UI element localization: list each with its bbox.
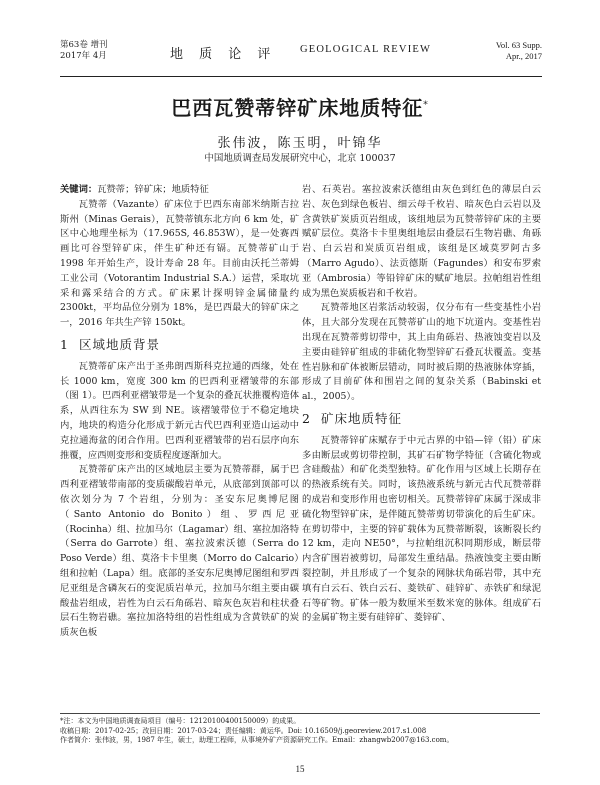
section-1-number: 1 xyxy=(60,336,69,352)
section-2-number: 2 xyxy=(302,410,311,426)
article-title xyxy=(0,92,600,121)
journal-name-en: GEOLOGICAL REVIEW xyxy=(300,44,432,55)
page-number: 15 xyxy=(295,764,305,774)
section-1-paragraph-2: 瓦赞蒂矿床产出的区域地层主要为瓦赞蒂群，属于巴西利亚褶皱带南部的变质碳酸岩单元，从底部到顶部可以依次划分为 7 个岩组，分别为：圣安东尼奥博尼图（Santo Antonio do Bonito）组、罗西尼亚（Rocinha）组、拉加马尔（Lagamar）组、塞拉加洛特（Serra do Garrote）组、塞拉波索沃德（Serra do Poso Verde）组、莫洛卡卡里奥（Morro do Calcario）组和拉帕（Lapa）组。底部的圣安东尼奥博尼图组和罗西尼亚组是含磷灰石的变泥质岩单元，拉加马尔组主要由碳酸盐岩组成，岩性为白云石角砾岩、暗灰色灰岩和柱状叠层石生物岩礁。塞拉加洛特组的岩性组成为含黄铁矿的炭质灰色板 xyxy=(60,464,299,639)
left-column xyxy=(60,183,299,641)
affiliation: 中国地质调查局发展研究中心，北京 100037 xyxy=(204,153,396,164)
authors: 张伟波，陈玉明，叶锦华 xyxy=(217,136,383,151)
volume-info-en xyxy=(496,40,542,62)
section-2-paragraph-1: 瓦赞蒂锌矿床赋存于中元古界的中铅—锌（铅）矿床多由断层或剪切带控制，其矿石矿物学特征（含硫化物或含硅酸盐）和矿化类型独特。矿化作用与区域上长期存在的热液系统有关。同时，该热液系统与新元古代瓦赞蒂群的成岩和变形作用也密切相关。瓦赞蒂锌矿床属于深成非硫化物型锌矿床，是伴随瓦赞蒂剪切带演化的后生矿床。在剪切带中，主要的锌矿载体为瓦赞蒂断裂，该断裂长约 12 km，走向 NE50°，与拉帕组沉积同期形成，断层带内含矿围岩被剪切，局部发生重结晶。热液蚀变主要由断裂控制，并且形成了一个复杂的网脉状角砾岩带，其中充填有白云石、铁白云石、菱铁矿、硅锌矿、赤铁矿和绿泥石等矿物。矿体一般为数厘米至数米宽的脉体。组成矿石的金属矿物主要有硅锌矿、菱锌矿、 xyxy=(302,434,541,624)
running-header xyxy=(60,40,542,77)
right-column xyxy=(302,183,541,626)
footnote-funding: *注：本文为中国地质调查局项目（编号：12120100400150009）的成果。 xyxy=(60,717,301,725)
intro-paragraph: 瓦赞蒂（Vazante）矿床位于巴西东南部米纳斯吉拉斯州（Minas Gerais），瓦赞蒂镇东北方向 6 km 处，矿区中心地理坐标为（17.965S, 46.853W），是一处赛西画比可谷型锌矿床，伴生矿种还有镉。瓦赞蒂矿山于 1998 年开始生产，设计寿命 28 年。目前由沃托兰蒂姆工业公司（Votorantim Industrial S.A.）运营，采取坑采和露采结合的方式。矿床累计探明锌金属储量约 2300kt，平均品位分别为 18%，是巴西最大的锌矿床之一，2016 年共生产锌 150kt。 xyxy=(60,198,299,329)
journal-name-cn: 地 质 论 评 xyxy=(170,47,277,62)
section-2-heading xyxy=(302,412,541,427)
footnote-author-bio: 作者简介：张伟波，男，1987 年生，硕士，助理工程师，从事境外矿产资源研究工作。Email：zhangwb2007@163.com。 xyxy=(60,736,454,744)
section-1-paragraph-2-continued: 岩、石英岩。塞拉波索沃德组由灰色到红色的薄层白云岩、灰色到绿色板岩、细云母千枚岩、暗灰色白云岩以及含黄铁矿炭质页岩组成，该组地层为瓦赞蒂锌矿床的主要赋矿层位。莫洛卡卡里奥组地层由叠层石生物岩礁、角砾岩、白云岩和炭质页岩组成，该组是区域莫罗阿古多（Marro Agudo）、法贡德斯（Fagundes）和安布罗索亚（Ambrosia）等铅锌矿床的赋矿地层。拉帕组岩性组成为黑色炭质板岩和千枚岩。 xyxy=(302,184,541,299)
issue-date: 2017年 4月 xyxy=(60,51,107,61)
article-title-text: 巴西瓦赞蒂锌矿床地质特征 xyxy=(171,96,424,120)
footnote-dates: 收稿日期：2017-02-25；改回日期：2017-03-24；责任编辑：黄运华。Doi: 10.16509/j.georeview.2017.s1.008 xyxy=(60,726,427,735)
section-1-paragraph-3: 瓦赞蒂地区岩浆活动较弱，仅分布有一些变基性小岩体，且大部分发现在瓦赞蒂矿山的地下坑道内。变基性岩出现在瓦赞蒂剪切带中，其上由角砾岩、热液蚀变岩以及主要由硅锌矿组成的非硫化物型锌矿石叠瓦状覆盖。变基性岩脉和矿体被断层错动，同时被后期的热液脉体穿插，形成了目前矿体和围岩之间的复杂关系（Babinski et al.，2005）。 xyxy=(302,302,541,403)
volume-issue: 第63卷 增刊 xyxy=(60,40,108,50)
section-1-heading xyxy=(60,338,299,353)
keywords xyxy=(60,183,299,198)
section-1-title: 区域地质背景 xyxy=(78,336,160,352)
section-2-title: 矿床地质特征 xyxy=(320,410,402,426)
volume-info xyxy=(60,40,108,62)
keywords-text: 瓦赞蒂；锌矿床；地质特征 xyxy=(97,184,209,195)
volume-supp: Vol. 63 Supp. xyxy=(495,40,542,50)
title-footnote-mark: * xyxy=(423,100,429,111)
footnote xyxy=(60,713,540,746)
date-en: Apr., 2017 xyxy=(505,51,542,61)
section-1-paragraph-1: 瓦赞蒂矿床产出于圣弗朗西斯科克拉通的西缘，处在长 1000 km，宽度 300 km 的巴西利亚褶皱带的东部（图 1）。巴西利亚褶皱带是一个复杂的叠瓦状推覆构造体系，从西往东为 SW 到 NE。该褶皱带位于不稳定地块内，地块的构造分化形成于新元古代巴西利亚造山运动中克拉通海盆的闭合作用。巴西利亚褶皱带的岩石层序向东推覆，应西则变形和变质程度逐渐加大。 xyxy=(60,360,299,461)
keywords-label: 关键词： xyxy=(60,184,98,195)
